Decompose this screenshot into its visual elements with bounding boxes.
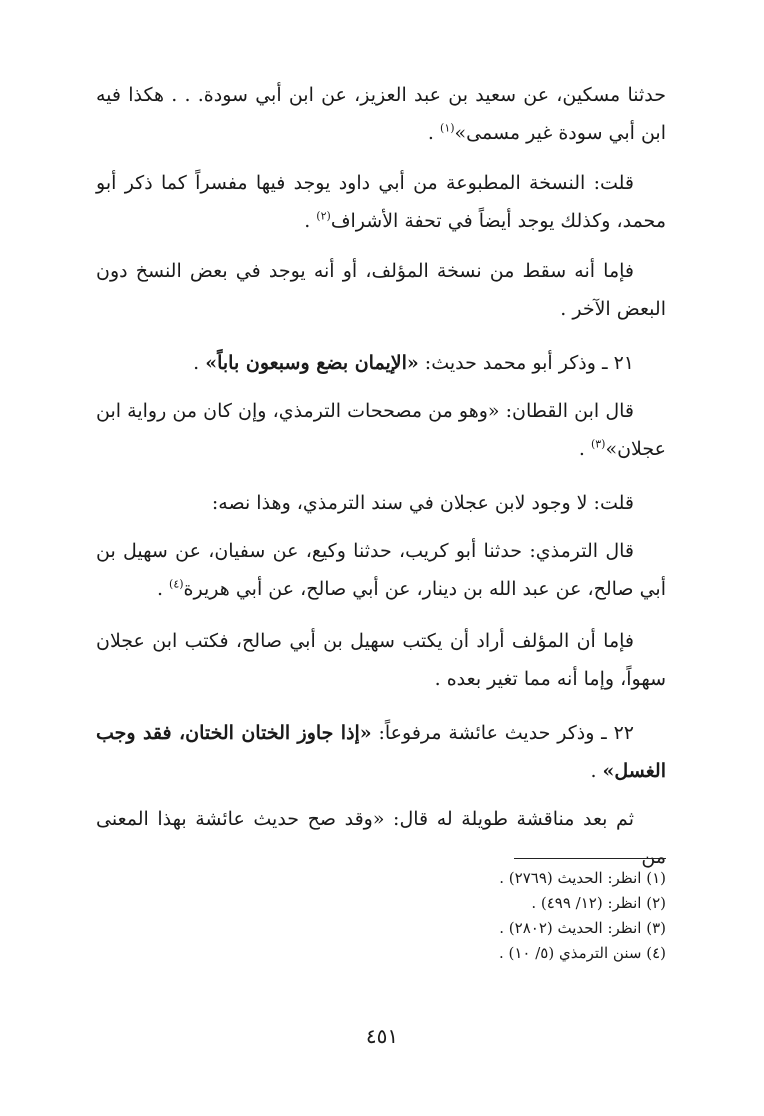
footnote-3: (٣) انظر: الحديث (٢٨٠٢) . bbox=[499, 919, 666, 937]
hadith-21-lead: ٢١ ـ وذكر أبو محمد حديث: bbox=[418, 352, 634, 374]
paragraph-7 bbox=[96, 532, 666, 608]
hadith-21-end: . bbox=[193, 352, 206, 374]
hadith-21-quote: «الإيمان بضع وسبعون باباً» bbox=[205, 352, 419, 374]
hadith-22-lead: ٢٢ ـ وذكر حديث عائشة مرفوعاً: bbox=[371, 722, 634, 744]
footnote-4: (٤) سنن الترمذي (٥/ ١٠) . bbox=[498, 944, 666, 962]
hadith-22-end: . bbox=[590, 760, 603, 782]
paragraph-5 bbox=[96, 392, 666, 468]
paragraph-1-end: . bbox=[427, 122, 441, 144]
footnote-ref-3[interactable]: (٣) bbox=[590, 437, 606, 451]
footnote-1: (١) انظر: الحديث (٢٧٦٩) . bbox=[499, 869, 666, 887]
footnote-2: (٢) انظر: (١٢/ ٤٩٩) . bbox=[531, 894, 666, 912]
paragraph-8 bbox=[96, 622, 666, 698]
paragraph-3-text: فإما أنه سقط من نسخة المؤلف، أو أنه يوجد في بعض النسخ دون البعض الآخر . bbox=[96, 260, 666, 320]
hadith-21-heading bbox=[96, 344, 666, 382]
hadith-22-quote: «إذا جاوز الختان الختان، فقد وجب الغسل» bbox=[96, 722, 666, 782]
paragraph-7-text: قال الترمذي: حدثنا أبو كريب، حدثنا وكيع، عن سفيان، عن سهيل بن أبي صالح، عن عبد الله بن دينار، عن أبي صالح، عن أبي هريرة bbox=[96, 540, 666, 600]
paragraph-7-end: . bbox=[156, 578, 170, 600]
paragraph-3 bbox=[96, 252, 666, 328]
footnote-ref-2[interactable]: (٢) bbox=[316, 209, 331, 223]
paragraph-1 bbox=[96, 76, 666, 152]
paragraph-2 bbox=[96, 164, 666, 240]
paragraph-2-text: قلت: النسخة المطبوعة من أبي داود يوجد فيها مفسراً كما ذكر أبو محمد، وكذلك يوجد أيضاً في تحفة الأشراف bbox=[96, 172, 666, 232]
footnote-ref-4[interactable]: (٤) bbox=[169, 577, 184, 591]
paragraph-10 bbox=[96, 800, 666, 876]
footnote-divider bbox=[514, 858, 666, 859]
paragraph-1-text: حدثنا مسكين، عن سعيد بن عبد العزيز، عن ابن أبي سودة. . . هكذا فيه ابن أبي سودة غير مسمى» bbox=[96, 84, 666, 144]
hadith-22-heading bbox=[96, 714, 666, 790]
page-number: ٤٥١ bbox=[365, 1024, 399, 1048]
paragraph-8-text: فإما أن المؤلف أراد أن يكتب سهيل بن أبي صالح، فكتب ابن عجلان سهواً، وإما أنه مما تغير بعده . bbox=[96, 630, 666, 690]
footnote-ref-1[interactable]: (١) bbox=[440, 121, 455, 135]
paragraph-2-end: . bbox=[304, 210, 317, 232]
paragraph-10-text: ثم بعد مناقشة طويلة له قال: «وقد صح حديث عائشة بهذا المعنى من bbox=[96, 808, 666, 868]
paragraph-6-text: قلت: لا وجود لابن عجلان في سند الترمذي، وهذا نصه: bbox=[211, 492, 634, 514]
paragraph-5-text: قال ابن القطان: «وهو من مصححات الترمذي، وإن كان من رواية ابن عجلان» bbox=[96, 400, 666, 460]
paragraph-6 bbox=[96, 484, 666, 522]
footnotes bbox=[266, 866, 666, 966]
paragraph-5-end: . bbox=[578, 438, 591, 460]
